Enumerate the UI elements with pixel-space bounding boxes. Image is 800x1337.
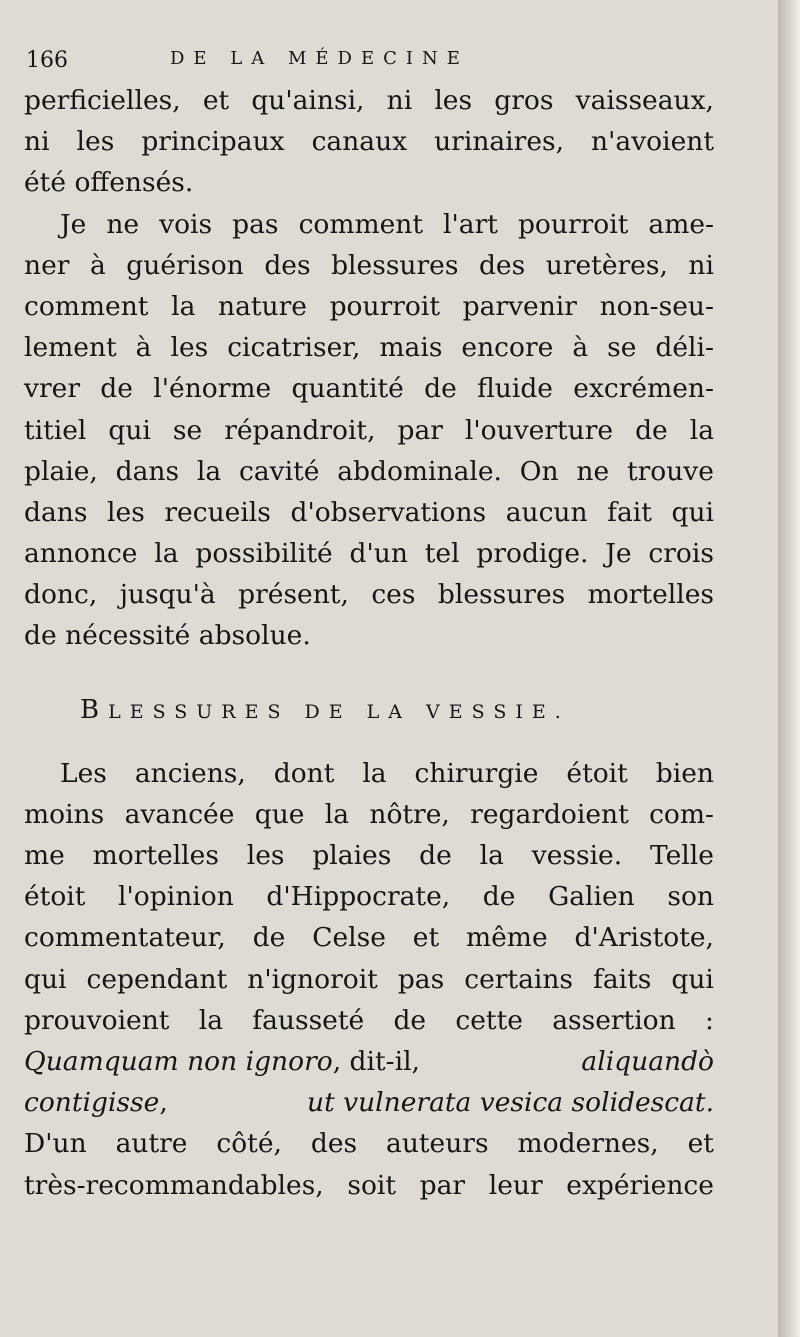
text-line: vrer de l'énorme quantité de fluide excrémen- xyxy=(24,373,714,405)
text-line: plaie, dans la cavité abdominale. On ne trouve xyxy=(24,455,714,487)
text-line: été offensés. xyxy=(24,167,194,199)
text-line: prouvoient la fausseté de cette assertion : xyxy=(24,1004,714,1036)
text-line: annonce la possibilité d'un tel prodige. Je crois xyxy=(24,538,714,570)
running-title: DE LA MÉDECINE xyxy=(170,48,469,69)
text-line: qui cependant n'ignoroit pas certains faits qui xyxy=(24,963,714,995)
text-line: de nécessité absolue. xyxy=(24,620,311,652)
text-line: ni les principaux canaux urinaires, n'avoient xyxy=(24,126,714,158)
text-line: dans les recueils d'observations aucun fait qui xyxy=(24,496,714,528)
text-line: me mortelles les plaies de la vessie. Telle xyxy=(24,840,714,871)
text-line: étoit l'opinion d'Hippocrate, de Galien son xyxy=(24,881,714,913)
paragraph-1 xyxy=(24,80,714,204)
text-line: commentateur, de Celse et même d'Aristote, xyxy=(24,922,714,954)
text-line: très-recommandables, soit par leur expérience xyxy=(24,1169,714,1201)
page-number: 166 xyxy=(26,48,68,73)
latin-quote-line: contigisse, ut vulnerata vesica solidescat. xyxy=(24,1087,714,1119)
page-edge xyxy=(778,0,800,1337)
text-line: comment la nature pourroit parvenir non-seu- xyxy=(24,290,714,322)
text-line: titiel qui se répandroit, par l'ouverture de la xyxy=(24,414,714,446)
page-header xyxy=(24,40,714,80)
text-line: D'un autre côté, des auteurs modernes, et xyxy=(24,1128,714,1160)
text-line: ner à guérison des blessures des uretères, ni xyxy=(24,249,714,281)
text-line: perficielles, et qu'ainsi, ni les gros vaisseaux, xyxy=(24,85,714,116)
paragraph-2 xyxy=(24,204,714,657)
text-line: Je ne vois pas comment l'art pourroit ame- xyxy=(60,208,714,240)
section-heading: BLESSURES DE LA VESSIE. xyxy=(80,694,570,725)
page-text xyxy=(24,40,714,1206)
text-line: lement à les cicatriser, mais encore à se déli- xyxy=(24,332,714,364)
paragraph-3 xyxy=(24,753,714,1206)
text-line: Les anciens, dont la chirurgie étoit bien xyxy=(60,757,714,789)
text-line: moins avancée que la nôtre, regardoient com- xyxy=(24,798,714,830)
latin-quote-line: Quamquam non ignoro, dit-il, aliquandò xyxy=(24,1045,714,1077)
text-line: donc, jusqu'à présent, ces blessures mortelles xyxy=(24,579,714,611)
